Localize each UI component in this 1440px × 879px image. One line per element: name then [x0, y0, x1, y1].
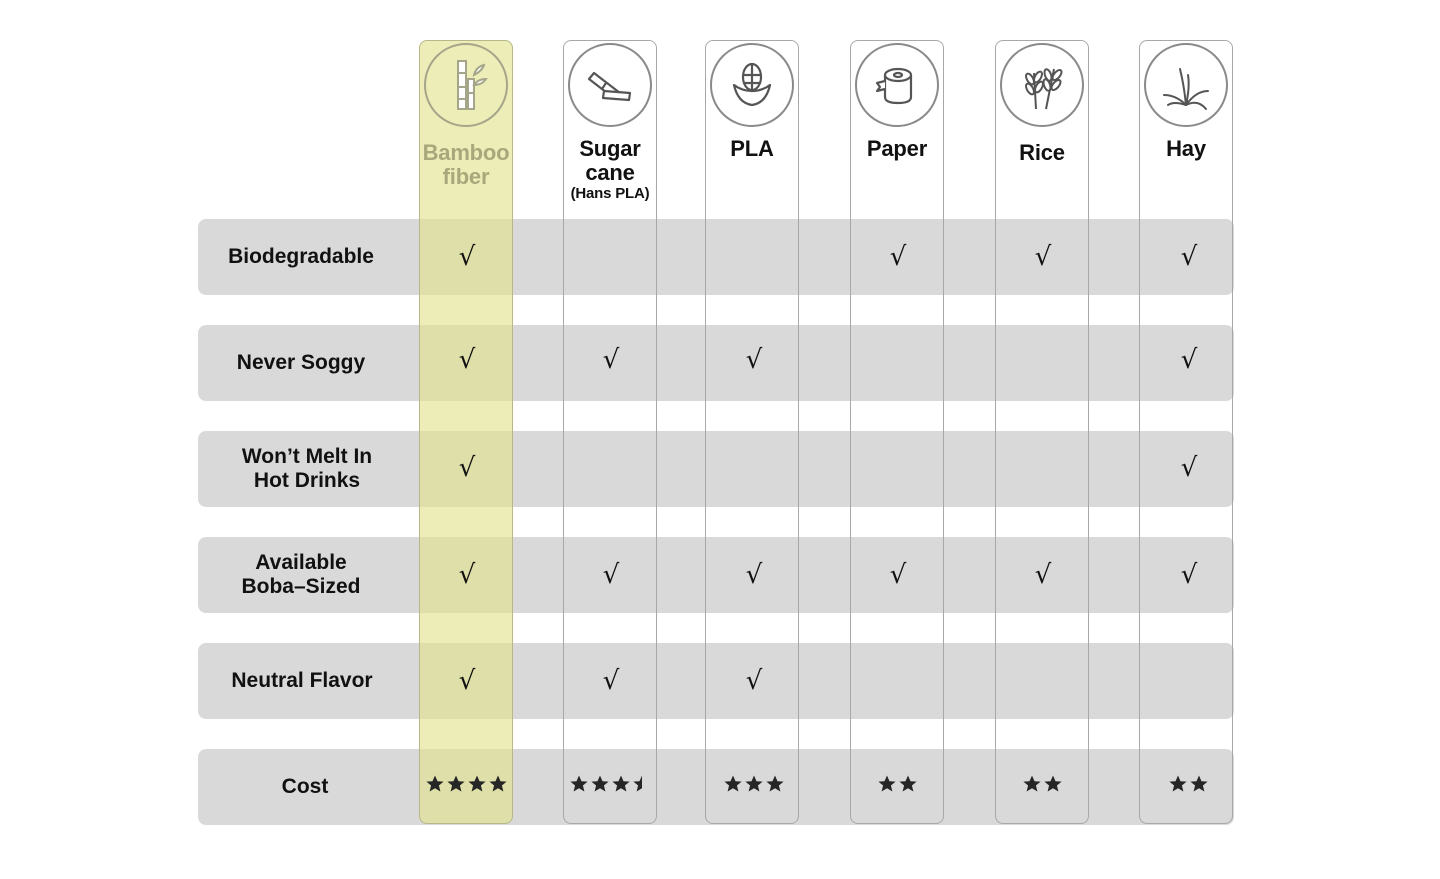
hay-grass-icon	[1144, 43, 1228, 127]
checkmark-boba-sized-sugarcane: √	[602, 560, 620, 590]
star-icon	[1022, 774, 1042, 798]
checkmark-biodegradable-paper: √	[889, 242, 907, 272]
star-icon	[1189, 774, 1209, 798]
checkmark-never-soggy-pla: √	[745, 345, 763, 375]
column-title-sugar-cane: Sugar cane (Hans PLA)	[570, 136, 650, 202]
checkmark-boba-sized-hay: √	[1180, 560, 1198, 590]
row-label-biodegradable: Biodegradable	[228, 245, 374, 268]
row-label-wont-melt: Won’t Melt In Hot Drinks	[241, 445, 373, 492]
star-icon	[446, 774, 466, 798]
column-hay	[1139, 40, 1233, 824]
star-icon	[744, 774, 764, 798]
checkmark-wont-melt-bamboo: √	[458, 453, 476, 483]
checkmark-never-soggy-bamboo: √	[458, 345, 476, 375]
star-icon	[569, 774, 589, 798]
column-rice	[995, 40, 1089, 824]
cost-stars-pla	[723, 774, 785, 798]
column-pla	[705, 40, 799, 824]
row-label-boba-sized: Available Boba–Sized	[241, 551, 361, 598]
checkmark-biodegradable-bamboo: √	[458, 242, 476, 272]
row-label-neutral-flavor: Neutral Flavor	[231, 669, 373, 692]
column-title-hay: Hay	[1166, 136, 1206, 161]
star-icon	[765, 774, 785, 798]
cost-stars-bamboo	[425, 774, 508, 798]
column-title-pla: PLA	[730, 136, 774, 161]
star-icon	[467, 774, 487, 798]
checkmark-boba-sized-pla: √	[745, 560, 763, 590]
column-sugar-cane	[563, 40, 657, 824]
star-icon	[1168, 774, 1188, 798]
star-icon	[877, 774, 897, 798]
checkmark-neutral-flavor-pla: √	[745, 666, 763, 696]
checkmark-never-soggy-sugarcane: √	[602, 345, 620, 375]
checkmark-boba-sized-rice: √	[1034, 560, 1052, 590]
corn-icon	[710, 43, 794, 127]
star-icon	[590, 774, 610, 798]
bamboo-icon	[424, 43, 508, 127]
checkmark-never-soggy-hay: √	[1180, 345, 1198, 375]
row-label-cost: Cost	[281, 775, 329, 798]
star-icon	[425, 774, 445, 798]
star-icon	[723, 774, 743, 798]
checkmark-biodegradable-rice: √	[1034, 242, 1052, 272]
checkmark-boba-sized-bamboo: √	[458, 560, 476, 590]
column-title-paper: Paper	[866, 136, 928, 161]
star-icon	[632, 774, 652, 798]
checkmark-neutral-flavor-sugarcane: √	[602, 666, 620, 696]
rice-grain-icon	[1000, 43, 1084, 127]
star-icon	[611, 774, 631, 798]
checkmark-boba-sized-paper: √	[889, 560, 907, 590]
cost-stars-paper	[877, 774, 918, 798]
checkmark-wont-melt-hay: √	[1180, 453, 1198, 483]
column-paper	[850, 40, 944, 824]
column-bamboo-fiber	[419, 40, 513, 824]
column-title-bamboo: Bamboo fiber	[422, 140, 510, 189]
cost-stars-rice	[1022, 774, 1063, 798]
column-title-rice: Rice	[1019, 140, 1065, 165]
star-icon	[488, 774, 508, 798]
checkmark-biodegradable-hay: √	[1180, 242, 1198, 272]
sugar-cane-icon	[568, 43, 652, 127]
paper-roll-icon	[855, 43, 939, 127]
cost-stars-hay	[1168, 774, 1209, 798]
checkmark-neutral-flavor-bamboo: √	[458, 666, 476, 696]
row-label-never-soggy: Never Soggy	[236, 351, 366, 374]
star-icon	[1043, 774, 1063, 798]
cost-stars-sugarcane	[569, 774, 652, 798]
star-icon	[898, 774, 918, 798]
